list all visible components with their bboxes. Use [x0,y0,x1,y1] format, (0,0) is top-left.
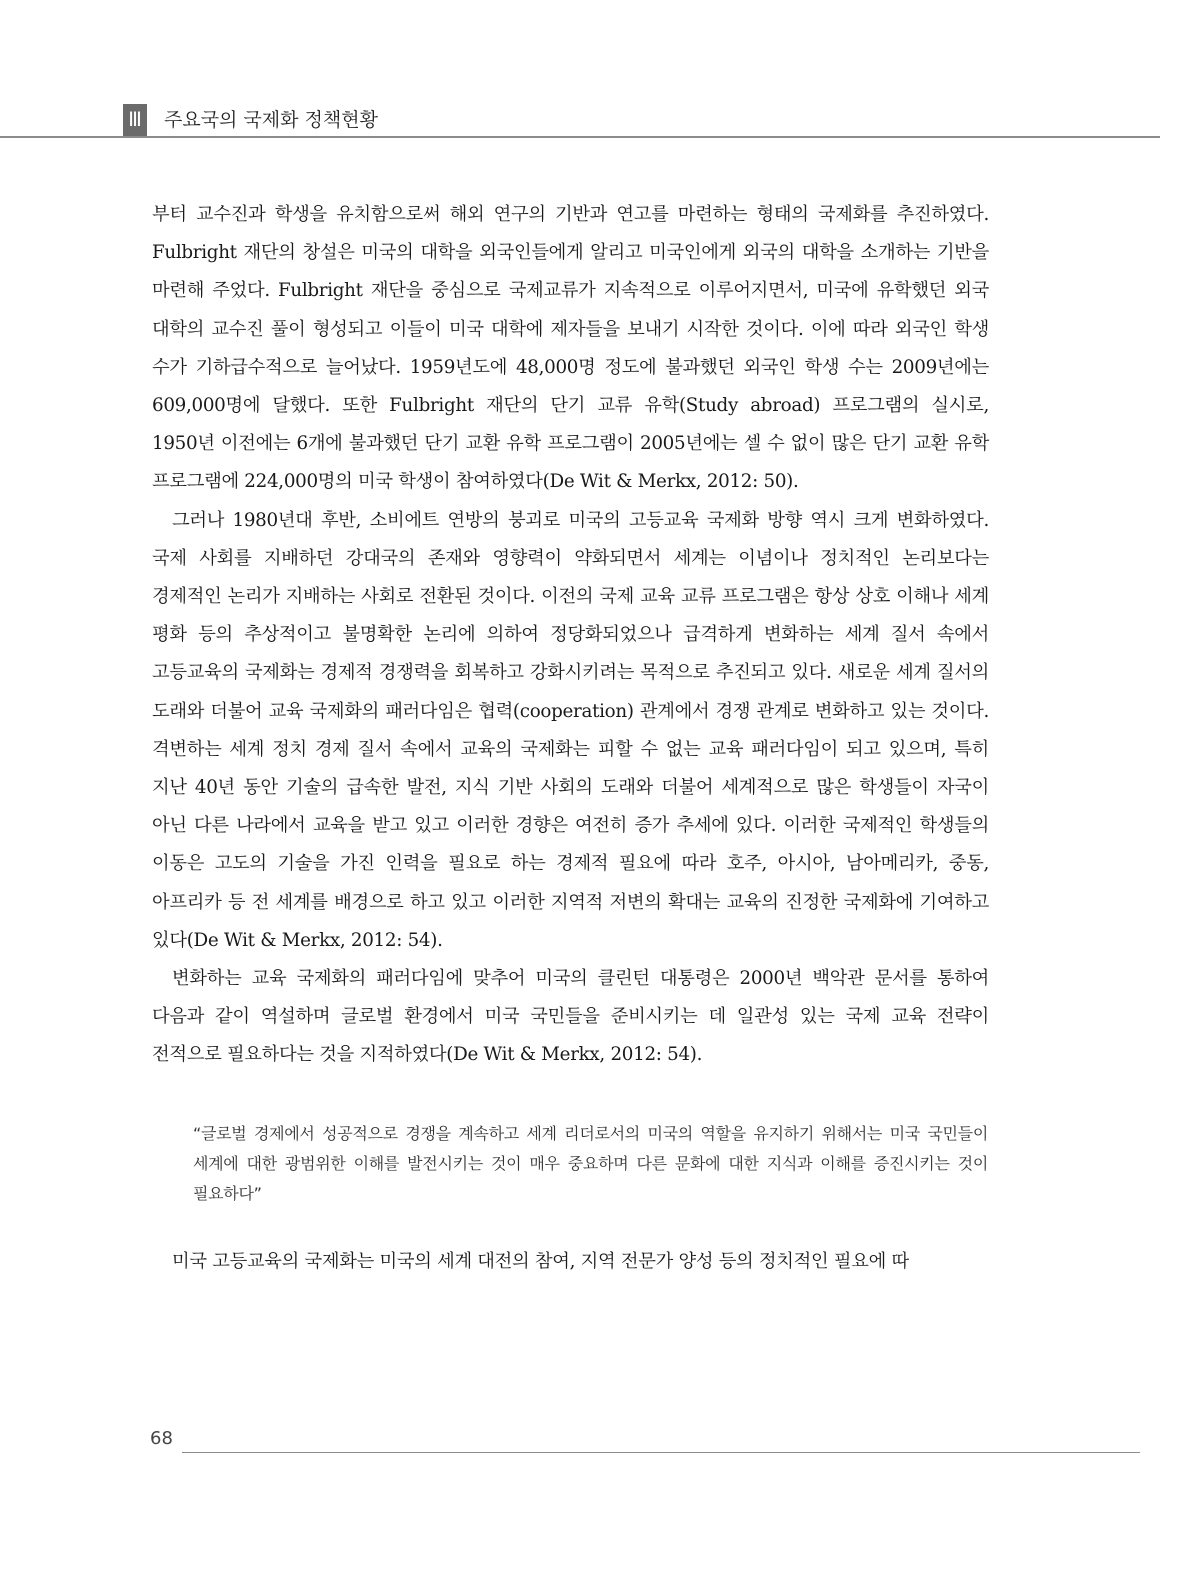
paragraph-1: 부터 교수진과 학생을 유치함으로써 해외 연구의 기반과 연고를 마련하는 형태의 국제화를 추진하였다. Fulbright 재단의 창설은 미국의 대학을 외국인들에게 알리고 미국인에게 외국의 대학을 소개하는 기반을 마련해 주었다. Fulbright 재단을 중심으로 국제교류가 지속적으로 이루어지면서, 미국에 유학했던 외국 대학의 교수진 풀이 형성되고 이들이 미국 대학에 제자들을 보내기 시작한 것이다. 이에 따라 외국인 학생 수가 기하급수적으로 늘어났다. 1959년도에 48,000명 정도에 불과했던 외국인 학생 수는 2009년에는 609,000명에 달했다. 또한 Fulbright 재단의 단기 교류 유학(Study abroad) 프로그램의 실시로, 1950년 이전에는 6개에 불과했던 단기 교환 유학 프로그램이 2005년에는 셀 수 없이 많은 단기 교환 유학 프로그램에 224,000명의 미국 학생이 참여하였다(De Wit & Merkx, 2012: 50). [152,204,989,493]
paragraph-3: 변화하는 교육 국제화의 패러다임에 맞추어 미국의 클린턴 대통령은 2000년 백악관 문서를 통하여 다음과 같이 역설하며 글로벌 환경에서 미국 국민들을 준비시키는 데 일관성 있는 국제 교육 전략이 전적으로 필요하다는 것을 지적하였다(De Wit & Merkx, 2012: 54). [152,968,989,1066]
paragraph-2: 그러나 1980년대 후반, 소비에트 연방의 붕괴로 미국의 고등교육 국제화 방향 역시 크게 변화하였다. 국제 사회를 지배하던 강대국의 존재와 영향력이 약화되면서 세계는 이념이나 정치적인 논리보다는 경제적인 논리가 지배하는 사회로 전환된 것이다. 이전의 국제 교육 교류 프로그램은 항상 상호 이해나 세계 평화 등의 추상적이고 불명확한 논리에 의하여 정당화되었으나 급격하게 변화하는 세계 질서 속에서 고등교육의 국제화는 경제적 경쟁력을 회복하고 강화시키려는 목적으로 추진되고 있다. 새로운 세계 질서의 도래와 더불어 교육 국제화의 패러다임은 협력(cooperation) 관계에서 경쟁 관계로 변화하고 있는 것이다. 격변하는 세계 정치 경제 질서 속에서 교육의 국제화는 피할 수 없는 교육 패러다임이 되고 있으며, 특히 지난 40년 동안 기술의 급속한 발전, 지식 기반 사회의 도래와 더불어 세계적으로 많은 학생들이 자국이 아닌 다른 나라에서 교육을 받고 있고 이러한 경향은 여전히 증가 추세에 있다. 이러한 국제적인 학생들의 이동은 고도의 기술을 가진 인력을 필요로 하는 경제적 필요에 따라 호주, 아시아, 남아메리카, 중동, 아프리카 등 전 세계를 배경으로 하고 있고 이러한 지역적 저변의 확대는 교육의 진정한 국제화에 기여하고 있다(De Wit & Merkx, 2012: 54). [152,509,989,951]
block-quote: “글로벌 경제에서 성공적으로 경쟁을 계속하고 세계 리더로서의 미국의 역할을 유지하기 위해서는 미국 국민들이 세계에 대한 광범위한 이해를 발전시키는 것이 매우 중요하며 다른 문화에 대한 지식과 이해를 증진시키는 것이 필요하다” [193,1123,988,1203]
body-text [152,196,989,1281]
page-footer [150,1426,1140,1462]
paragraph-4: 미국 고등교육의 국제화는 미국의 세계 대전의 참여, 지역 전문가 양성 등의 정치적인 필요에 따 [172,1250,909,1272]
header-rule [0,136,1160,138]
running-header [0,104,1160,138]
footer-rule [182,1452,1140,1453]
page-number: 68 [150,1428,173,1449]
chapter-title: 주요국의 국제화 정책현황 [164,109,378,131]
chapter-number-badge: Ⅲ [123,104,147,136]
